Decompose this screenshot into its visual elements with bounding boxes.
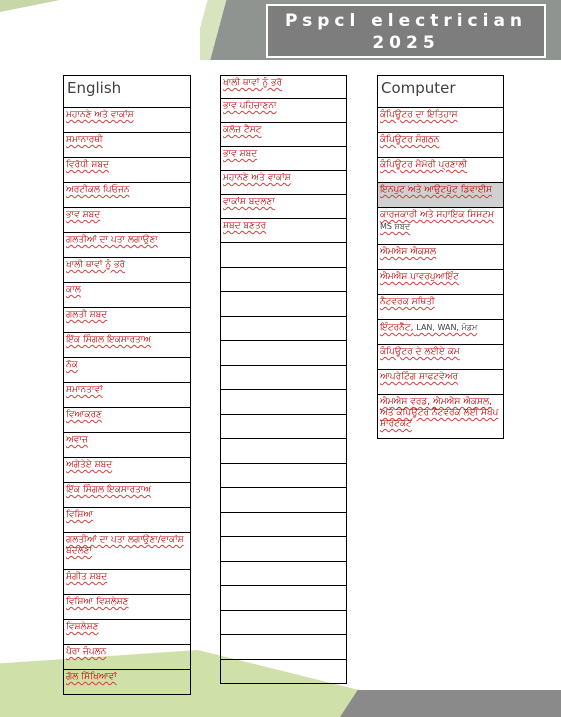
middle-topic-row: ਕਲੋਜ਼ ਟੈਸਟ (220, 123, 347, 147)
page-title (266, 4, 546, 58)
computer-topic-text: ਐਮਐਸ ਐਕਸਲ (380, 247, 437, 257)
computer-heading: Computer (377, 75, 504, 108)
computer-topic-text: ਆਪਰੇਟਿੰਗ ਸਾਫਟਵੇਅਰ (380, 372, 459, 382)
middle-topic-row (220, 562, 347, 587)
computer-topic-text: ਇਨਪੁਟ ਅਤੇ ਆਉਟਪੁੱਟ ਡਿਵਾਈਸ (380, 185, 493, 195)
computer-topic-row (377, 345, 504, 370)
english-topic-row: ਵਿਸ਼ਿਆ (63, 508, 191, 533)
middle-topic-row (220, 439, 347, 464)
computer-topic-row (377, 208, 504, 245)
title-line-2: 2025 (372, 33, 440, 53)
english-topic-row: ਗਲਤੀਆਂ ਦਾ ਪਤਾ ਲਗਾਉਣਾ/ਵਾਕਾਂਸ਼ ਬਦਲਣਾ (63, 533, 191, 570)
english-topic-row: ਵਿਰੋਧੀ ਸ਼ਬਦ (63, 158, 191, 183)
middle-topic-row (220, 317, 347, 342)
middle-topic-row: ਮਹਾਨਣੇ ਅਤੇ ਵਾਕਾਂਸ਼ (220, 171, 347, 195)
computer-topic-row (377, 320, 504, 345)
english-topic-row: ਅਵਾਜ਼ (63, 433, 191, 458)
english-syllabus-table (63, 75, 191, 695)
english-topic-row: ਵਿਸ਼ਲੇਸ਼ਣ (63, 620, 191, 645)
computer-topic-text: ਕੰਪਿਊਟਰ ਦੇ ਲਈਏ ਕਮ (380, 347, 460, 357)
middle-topic-row (220, 415, 347, 440)
middle-topic-row (220, 611, 347, 636)
english-heading: English (63, 75, 191, 108)
title-line-1: Pspcl electrician (284, 11, 528, 31)
computer-topic-text: ਕੰਪਿਊਟਰ ਸੰਗਠਨ (380, 135, 440, 145)
middle-topic-row (220, 488, 347, 513)
english-topic-row: ਵਿਸ਼ਿਆ ਵਿਸ਼ਲੇਸ਼ਣ (63, 595, 191, 620)
middle-topic-row: ਵਾਕਾਂਸ਼ ਬਦਲਣਾ (220, 195, 347, 219)
middle-topic-row: ਭਾਵ ਪਹਿਚਾਣਨਾ (220, 99, 347, 123)
english-topic-row: ਭਾਵ ਸ਼ਬਦ (63, 208, 191, 233)
english-topic-row: ਨੋਕ (63, 358, 191, 383)
english-topic-row: ਗਲਤੀ ਸ਼ਬਦ (63, 308, 191, 333)
computer-topic-row (377, 395, 504, 439)
computer-topic-row (377, 133, 504, 158)
computer-topic-extra: LAN, WAN, ਮੋਡਮ (416, 323, 478, 332)
middle-topic-row: ਭਾਵ ਸ਼ਬਦ (220, 147, 347, 171)
middle-syllabus-table (220, 75, 347, 684)
english-topic-row: ਗਲਤੀਆਂ ਦਾ ਪਤਾ ਲਗਾਉਣਾ (63, 233, 191, 258)
computer-topic-text: ਐਮਐਸ ਪਾਵਰਪੁਆਇੰਟ (380, 272, 459, 282)
middle-topic-row (220, 268, 347, 293)
english-topic-row: ਗੱਲ ਸਿੱਖਿਆਵਾਂ (63, 670, 191, 695)
computer-topic-text: ਕਾਰਜਕਾਰੀ ਅਤੇ ਸਹਾਇਕ ਸਿਸਟਮ (380, 210, 494, 220)
middle-topic-row: ਸ਼ਬਦ ਬਣਤਰ (220, 219, 347, 243)
computer-topic-text: ਐਮਐਸ ਵਰਡ, ਐਮਐਸ ਐਕਸਲ, ਅਤੇ ਕੰਪਿਊਟਰ ਨੈੱਟਵਰਕ ਲਈ ਸੰਖੇਪ ਸ਼ਾਰਟਕਟ (380, 397, 499, 429)
middle-topic-row (220, 243, 347, 268)
english-topic-row: ਅਰਟੀਕਲ ਪਿਓਜਨ (63, 183, 191, 208)
middle-topic-row (220, 635, 347, 660)
computer-topic-row (377, 270, 504, 295)
computer-topic-row (377, 295, 504, 320)
computer-topic-text: ਨੈਟਵਰਕ ਸਥਿਤੀ (380, 297, 435, 307)
english-topic-row: ਇੱਕ ਸਿੰਗਲ ਇਕਸਾਰਤਾਅ (63, 483, 191, 508)
english-topic-row: ਵਿਆਕਰਣ (63, 408, 191, 433)
middle-topic-row (220, 292, 347, 317)
computer-topic-row (377, 108, 504, 133)
middle-topic-row (220, 537, 347, 562)
computer-syllabus-table (377, 75, 504, 439)
middle-topic-row (220, 341, 347, 366)
english-topic-row: ਇੱਕ ਸਿੰਗਲ ਇਕਸਾਰਤਾਅ (63, 333, 191, 358)
middle-topic-row (220, 390, 347, 415)
computer-topic-row (377, 158, 504, 183)
middle-topic-row (220, 464, 347, 489)
english-topic-row: ਪੈਰਾ ਜੰਪਲਨ (63, 645, 191, 670)
computer-topic-text: ਕੰਪਿਊਟਰ ਦਾ ਇਤਿਹਾਸ (380, 110, 458, 120)
middle-topic-row (220, 586, 347, 611)
middle-topic-row (220, 513, 347, 538)
english-topic-row: ਕਾਲ (63, 283, 191, 308)
computer-topic-row (377, 183, 504, 208)
corner-decoration (0, 0, 60, 12)
english-topic-row: ਸਮਾਨਤਾਵਾਂ (63, 383, 191, 408)
middle-topic-row (220, 366, 347, 391)
middle-topic-row (220, 660, 347, 685)
computer-topic-row (377, 370, 504, 395)
computer-topic-text: ਇੰਟਰਨੈੱਟ, (380, 323, 414, 333)
english-topic-row: ਸਮਾਨਾਰਥੀ (63, 133, 191, 158)
footer-gray-shape (340, 690, 561, 717)
computer-topic-extra: MS ਸ਼ਬਦ (380, 222, 411, 231)
english-topic-row: ਸੰਗੀਤ ਸ਼ਬਦ (63, 570, 191, 595)
computer-topic-row (377, 245, 504, 270)
english-topic-row: ਅਗੇਤੇਏ ਸ਼ਬਦ (63, 458, 191, 483)
english-topic-row: ਮਹਾਨਣੇ ਅਤੇ ਵਾਕਾਂਸ਼ (63, 108, 191, 133)
english-topic-row: ਖਾਲੀ ਥਾਵਾਂ ਨੂੰ ਭਰੋ (63, 258, 191, 283)
middle-topic-row: ਖਾਲੀ ਥਾਵਾਂ ਨੂੰ ਭਰੋ (220, 75, 347, 99)
computer-topic-text: ਕੰਪਿਊਟਰ ਮੈਮੋਰੀ ਪ੍ਰਣਾਲੀ (380, 160, 468, 170)
